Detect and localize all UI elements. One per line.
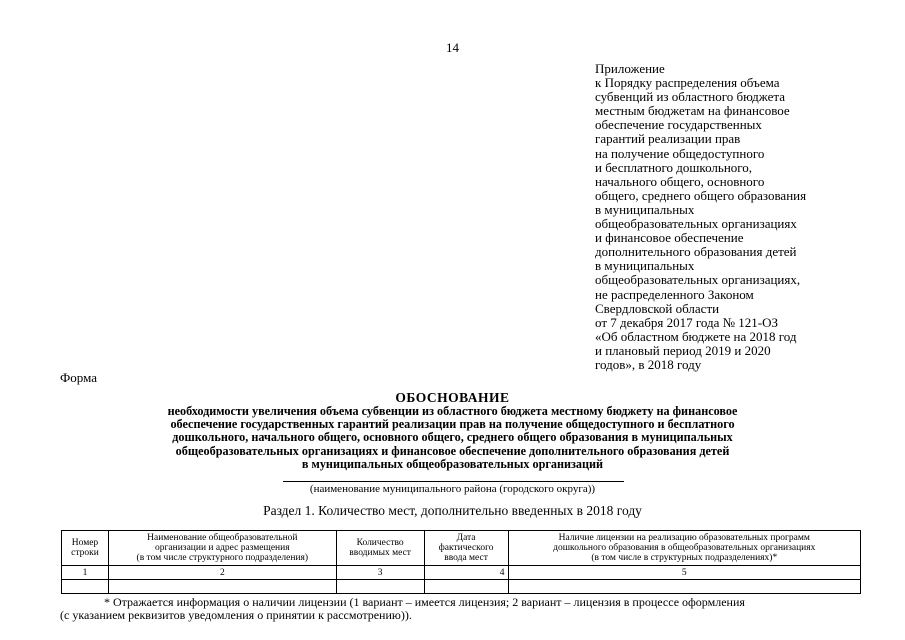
appendix-line: в муниципальных <box>595 258 695 274</box>
appendix-line: дополнительного образования детей <box>595 244 797 260</box>
appendix-line: и плановый период 2019 и 2020 <box>595 342 771 358</box>
document-title: ОБОСНОВАНИЕ <box>395 390 510 405</box>
appendix-line: и финансовое обеспечение <box>595 230 744 246</box>
footnote <box>60 596 845 622</box>
appendix-line: годов», в 2018 году <box>595 356 702 372</box>
fill-in-line <box>283 481 624 482</box>
column-index: 4 <box>424 566 508 580</box>
appendix-line: субвенций из областного бюджета <box>595 89 785 105</box>
column-index: 1 <box>62 566 109 580</box>
subtitle-line: обеспечение государственных гарантий реализации прав на получение общедоступного и бесплатного <box>170 417 735 432</box>
table-cell[interactable] <box>336 580 424 594</box>
appendix-line: к Порядку распределения объема <box>595 75 780 91</box>
appendix-line: не распределенного Законом <box>595 286 754 302</box>
subtitle-line: необходимости увеличения объема субвенции из областного бюджета местному бюджету на финансовое <box>167 404 738 418</box>
section-heading: Раздел 1. Количество мест, дополнительно введенных в 2018 году <box>263 503 642 518</box>
fill-in-caption: (наименование муниципального района (городского округа)) <box>309 483 596 495</box>
table-cell[interactable] <box>62 580 109 594</box>
footnote-line: * Отражается информация о наличии лицензии (1 вариант – имеется лицензия; 2 вариант – лицензия в процессе оформления <box>104 595 745 609</box>
header-license: Наличие лицензии на реализацию образовательных программ дошкольного образования в общеобразовательных организациях (в том числе в структурных подразделениях)* <box>508 531 860 566</box>
footnote-line: (с указанием реквизитов уведомления о принятии к рассмотрению)). <box>60 608 412 622</box>
table-cell[interactable] <box>108 580 336 594</box>
appendix-line: Приложение <box>595 61 665 76</box>
subtitle-line: дошкольного, начального общего, основного общего, среднего общего образования в муниципальных <box>172 430 733 445</box>
column-index: 2 <box>108 566 336 580</box>
appendix-line: гарантий реализации прав <box>595 131 741 147</box>
table-cell[interactable] <box>424 580 508 594</box>
appendix-line: общеобразовательных организациях, <box>595 272 801 288</box>
document-subtitle <box>60 405 845 471</box>
column-index: 5 <box>508 566 860 580</box>
appendix-block <box>595 62 895 372</box>
appendix-line: «Об областном бюджете на 2018 год <box>595 328 797 344</box>
table-cell[interactable] <box>508 580 860 594</box>
appendix-line: от 7 декабря 2017 года № 121-ОЗ <box>595 314 779 330</box>
header-organization: Наименование общеобразовательной организации и адрес размещения (в том числе структурного подразделения) <box>108 531 336 566</box>
appendix-line: обеспечение государственных <box>595 117 762 133</box>
page-number: 14 <box>446 40 459 55</box>
appendix-line: Свердловской области <box>595 300 720 316</box>
table-header-row <box>62 531 861 566</box>
appendix-line: общеобразовательных организациях <box>595 216 797 232</box>
appendix-line: на получение общедоступного <box>595 145 765 161</box>
header-places-count: Количество вводимых мест <box>336 531 424 566</box>
places-table <box>61 530 861 594</box>
appendix-line: начального общего, основного <box>595 173 765 189</box>
form-label: Форма <box>60 370 97 385</box>
table-index-row <box>62 566 861 580</box>
header-commissioning-date: Дата фактического ввода мест <box>424 531 508 566</box>
appendix-line: в муниципальных <box>595 201 695 217</box>
appendix-line: местным бюджетам на финансовое <box>595 103 790 119</box>
appendix-line: общего, среднего общего образования <box>595 187 807 203</box>
appendix-line: и бесплатного дошкольного, <box>595 159 753 175</box>
table-row <box>62 580 861 594</box>
column-index: 3 <box>336 566 424 580</box>
subtitle-line: в муниципальных общеобразовательных организаций <box>301 456 604 471</box>
header-row-number: Номер строки <box>62 531 109 566</box>
subtitle-line: общеобразовательных организациях и финансовое обеспечение дополнительного образования детей <box>175 443 730 458</box>
